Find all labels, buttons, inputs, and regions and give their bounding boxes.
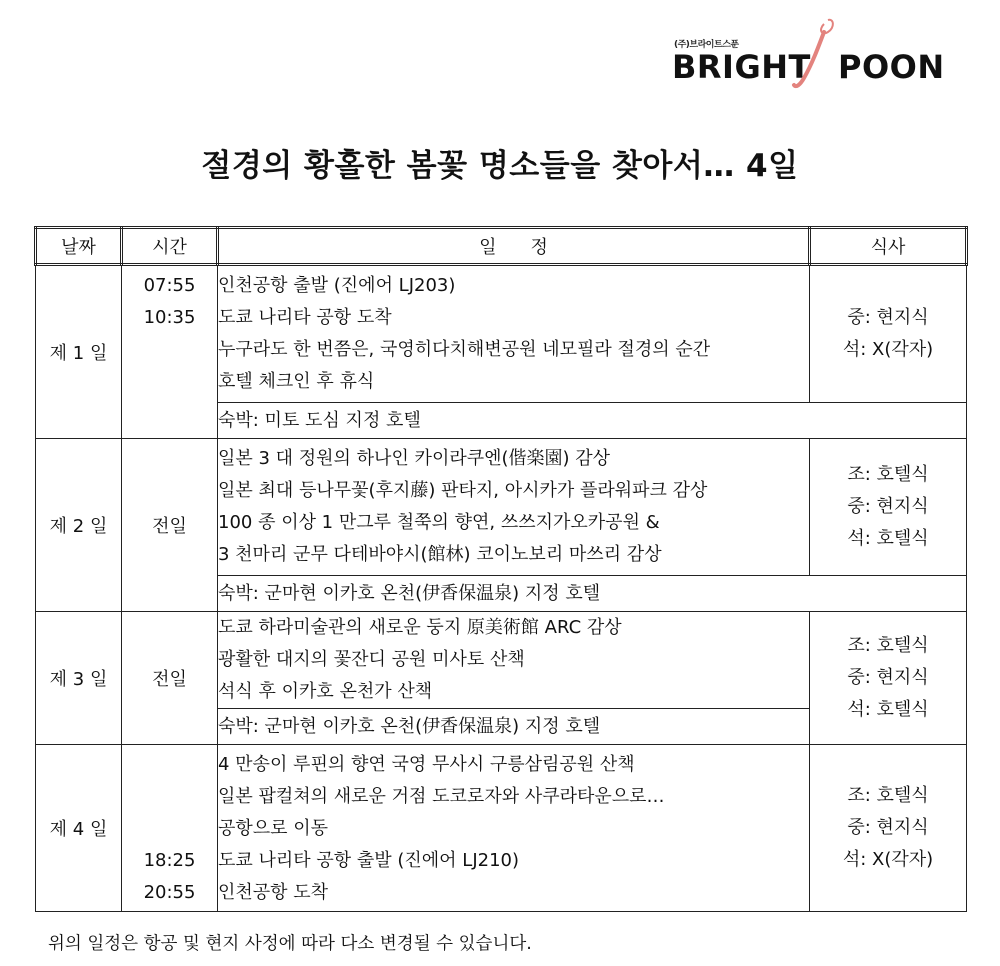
logo-word-left: BRIGHT — [672, 48, 811, 86]
day2-line-2: 일본 최대 등나무꽃(후지藤) 판타지, 아시카가 플라워파크 감상 — [218, 480, 708, 501]
day2-meal-1: 조: 호텔식 — [847, 464, 929, 485]
header-schedule-1: 일 — [479, 237, 497, 258]
day3-line-2: 광활한 대지의 꽃잔디 공원 미사토 산책 — [218, 649, 525, 670]
header-time: 시간 — [122, 228, 218, 265]
day1-schedule — [218, 265, 810, 403]
day1-meal-2: 석: X(각자) — [842, 339, 934, 360]
page-title: 절경의 황홀한 봄꽃 명소들을 찾아서… 4일 — [201, 148, 799, 184]
day1-time-2: 10:35 — [143, 307, 196, 328]
day4-times — [122, 745, 218, 912]
logo-word-right: POON — [838, 48, 945, 86]
header-row — [36, 228, 967, 265]
header-schedule — [218, 228, 810, 265]
day3-schedule — [218, 612, 810, 709]
day3-meals — [810, 612, 967, 745]
day4-time-4: 18:25 — [143, 850, 196, 871]
day3-lodging: 숙박: 군마현 이카호 온천(伊香保温泉) 지정 호텔 — [218, 709, 810, 745]
day1-lodging: 숙박: 미토 도심 지정 호텔 — [218, 403, 967, 439]
day3-meal-2: 중: 현지식 — [847, 667, 929, 688]
itinerary-table — [34, 226, 968, 912]
spoon-icon — [788, 14, 838, 94]
day2-label: 제 2 일 — [36, 439, 122, 612]
day4-time-5: 20:55 — [143, 882, 196, 903]
day2-row — [36, 439, 967, 576]
day4-line-1: 4 만송이 루핀의 향연 국영 무사시 구릉삼림공원 산책 — [218, 754, 635, 775]
day2-schedule — [218, 439, 810, 576]
day2-line-3: 100 종 이상 1 만그루 철쭉의 향연, 쓰쓰지가오카공원 & — [218, 512, 660, 533]
day1-line-2: 도쿄 나리타 공항 도착 — [218, 307, 392, 328]
day3-label: 제 3 일 — [36, 612, 122, 745]
day2-line-1: 일본 3 대 정원의 하나인 카이라쿠엔(偕楽園) 감상 — [218, 448, 611, 469]
day1-label: 제 1 일 — [36, 265, 122, 439]
day3-meal-3: 석: 호텔식 — [847, 699, 929, 720]
day4-label: 제 4 일 — [36, 745, 122, 912]
day4-meal-3: 석: X(각자) — [842, 849, 934, 870]
logo-company-korean: (주)브라이트스푼 — [674, 40, 739, 50]
day4-meals — [810, 745, 967, 912]
day3-line-3: 석식 후 이카호 온천가 산책 — [218, 681, 433, 702]
day2-meals — [810, 439, 967, 576]
day3-meal-1: 조: 호텔식 — [847, 635, 929, 656]
day1-time-1: 07:55 — [143, 275, 196, 296]
brand-logo — [660, 14, 945, 94]
header-meals: 식사 — [810, 228, 967, 265]
day2-lodging: 숙박: 군마현 이카호 온천(伊香保温泉) 지정 호텔 — [218, 576, 967, 612]
day1-line-1: 인천공항 출발 (진에어 LJ203) — [218, 275, 456, 296]
day4-line-3: 공항으로 이동 — [218, 818, 329, 839]
day2-meal-3: 석: 호텔식 — [847, 528, 929, 549]
day4-meal-2: 중: 현지식 — [847, 817, 929, 838]
day4-schedule — [218, 745, 810, 912]
day1-meals — [810, 265, 967, 403]
day2-time: 전일 — [122, 439, 218, 612]
day2-line-4: 3 천마리 군무 다테바야시(館林) 코이노보리 마쓰리 감상 — [218, 544, 662, 565]
day4-meal-1: 조: 호텔식 — [847, 785, 929, 806]
day4-line-2: 일본 팝컬쳐의 새로운 거점 도코로자와 사쿠라타운으로… — [218, 786, 665, 807]
day1-times — [122, 265, 218, 439]
day1-row — [36, 265, 967, 403]
day3-line-1: 도쿄 하라미술관의 새로운 둥지 原美術館 ARC 감상 — [218, 617, 622, 638]
day4-time-3 — [122, 813, 217, 845]
day3-row — [36, 612, 967, 709]
day1-line-3: 누구라도 한 번쯤은, 국영히다치해변공원 네모필라 절경의 순간 — [218, 339, 711, 360]
day4-line-4: 도쿄 나리타 공항 출발 (진에어 LJ210) — [218, 850, 520, 871]
footnote: 위의 일정은 항공 및 현지 사정에 따라 다소 변경될 수 있습니다. — [48, 934, 532, 954]
day4-row — [36, 745, 967, 912]
header-date: 날짜 — [36, 228, 122, 265]
header-schedule-2: 정 — [530, 237, 548, 258]
day4-time-1 — [122, 749, 217, 781]
day4-line-5: 인천공항 도착 — [218, 882, 329, 903]
day4-time-2 — [122, 781, 217, 813]
day3-time: 전일 — [122, 612, 218, 745]
day2-meal-2: 중: 현지식 — [847, 496, 929, 517]
day1-line-4: 호텔 체크인 후 휴식 — [218, 371, 375, 392]
day1-meal-1: 중: 현지식 — [847, 307, 929, 328]
